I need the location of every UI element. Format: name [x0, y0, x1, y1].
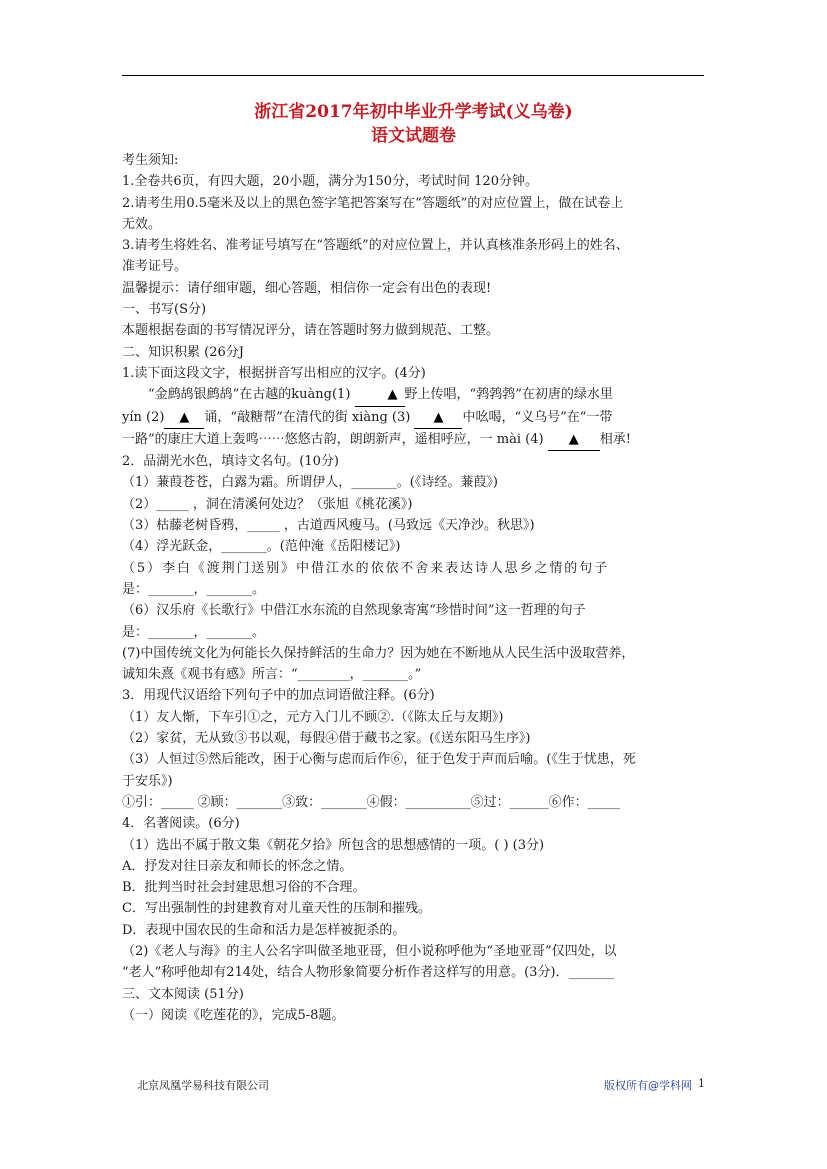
q3-item-3-cont: 于安乐》) [122, 773, 173, 789]
q1-text-a: “金鹧鸪银鹧鸪”在古越的kuàng(1) [148, 387, 351, 403]
notice-item-3-cont: 准考证号。 [122, 259, 188, 275]
notice-item-2: 2.请考生用0.5毫米及以上的黑色签字笔把答案写在“答题纸”的对应位置上，做在试卷上 [122, 195, 624, 211]
q1-text-g: 相承! [599, 431, 631, 447]
q4-item-1: （1）选出不属于散文集《朝花夕拾》所包含的思想感情的一项。( ) (3分) [122, 837, 545, 853]
tip-line: 温馨提示：请仔细审题，细心答题，相信你一定会有出色的表现! [122, 280, 492, 296]
answer-blank-4[interactable] [548, 429, 600, 451]
question-1-line-2 [122, 407, 706, 429]
q4-option-c: C．写出强制性的封建教育对儿童天性的压制和摧残。 [122, 901, 431, 917]
question-3-prompt: 3．用现代汉语给下列句子中的加点词语做注释。(6分) [122, 688, 435, 704]
q3-item-2: （2）家贫，无从致③书以观，每假④借于藏书之家。(《送东阳马生序》) [122, 731, 531, 747]
q4-option-b: B．批判当时社会封建思想习俗的不合理。 [122, 880, 366, 896]
q2-item-5: （5）李白《渡荆门送别》中借江水的依依不舍来表达诗人思乡之情的句子 [122, 560, 609, 576]
triangle-marker-icon: ▲ [387, 387, 398, 403]
q1-text-d: 诵，“敲糖帮”在清代的街 xiàng (3) [204, 409, 411, 425]
q4-item-2: （2)《老人与海》的主人公名字叫做圣地亚哥，但小说称呼他为“圣地亚哥”仅四处，以 [122, 943, 617, 959]
q2-item-7: (7)中国传统文化为何能长久保持鲜活的生命力？因为她在不断地从人民生活中汲取营养， [122, 645, 635, 661]
q1-text-f: 一路”的康庄大道上轰鸣⋯⋯悠悠古韵，朗朗新声，遥相呼应，一 mài (4) [122, 431, 544, 447]
q4-option-a: A．抒发对往日亲友和师长的怀念之情。 [122, 858, 353, 874]
notice-item-1: 1.全卷共6页，有四大题，20小题，满分为150分，考试时间 120分钟。 [122, 174, 538, 190]
question-2-prompt: 2．品湖光水色，填诗文名句。(10分) [122, 454, 339, 470]
answer-blank-1[interactable] [355, 384, 405, 406]
footer-copyright-link[interactable]: 版权所有@学科网 [604, 1079, 692, 1092]
exam-subtitle: 语文试题卷 [371, 126, 456, 146]
notice-item-3: 3.请考生将姓名、准考证号填写在“答题纸”的对应位置上，并认真核准条形码上的姓名、 [122, 238, 629, 254]
q4-option-d: D．表现中国农民的生命和活力是怎样被扼杀的。 [122, 922, 406, 938]
q2-item-4: （4）浮光跃金，_______。(范仲淹《岳阳楼记》) [122, 539, 401, 555]
answer-blank-3[interactable] [414, 407, 462, 429]
footer-company: 北京凤凰学易科技有限公司 [137, 1079, 269, 1092]
q3-item-3: （3）人恒过⑤然后能改，困于心衡与虑而后作⑥，征于色发于声而后喻。(《生于忧患，死 [122, 752, 636, 768]
header-rule [122, 75, 704, 76]
triangle-marker-icon: ▲ [433, 409, 444, 425]
triangle-marker-icon: ▲ [179, 409, 190, 425]
q2-item-1: （1）蒹葭苍苍，白露为霜。所谓伊人，_______。(《诗经。蒹葭》) [122, 475, 498, 491]
q3-item-1: （1）友人惭，下车引①之，元方入门儿不顾②.（《陈太丘与友期》) [122, 709, 504, 725]
q2-item-5-cont: 是：_______，_______。 [122, 581, 266, 597]
q3-answer-line: ①引：_____ ②顾：_______③致：_______④假：__________⑤过：______⑥作：_____ [122, 794, 621, 810]
question-1-line-3 [122, 429, 706, 451]
answer-blank-2[interactable] [164, 407, 204, 429]
question-1-prompt: 1.读下面这段文字，根据拼音写出相应的汉字。(4分) [122, 365, 426, 381]
notice-heading: 考生须知: [122, 153, 179, 168]
q4-item-2-cont: “老人”称呼他却有214处，结合人物形象简要分析作者这样写的用意。(3分)．_______ [122, 965, 615, 981]
q2-item-6: （6）汉乐府《长歌行》中借江水东流的自然现象寄寓“珍惜时间”这一哲理的句子 [122, 603, 586, 619]
triangle-marker-icon: ▲ [568, 431, 579, 447]
q2-item-6-cont: 是：_______，_______。 [122, 624, 266, 640]
question-4-prompt: 4．名著阅读。(6分) [122, 816, 240, 832]
reading-1-heading: （一）阅读《吃莲花的》，完成5-8题。 [122, 1007, 345, 1023]
exam-title: 浙江省2017年初中毕业升学考试(义乌卷) [254, 102, 573, 122]
section-3-heading: 三、文本阅读 (51分) [122, 986, 244, 1002]
question-1-line-1 [122, 384, 706, 406]
q2-item-2: （2）_____ ，洞在清溪何处边？（张旭《桃花溪》) [122, 496, 413, 512]
section-1-desc: 本题根据卷面的书写情况评分，请在答题时努力做到规范、工整。 [122, 323, 500, 339]
q2-item-3: （3）枯藤老树昏鸦，_____ ，古道西风瘦马。(马致远《天净沙。秋思》) [122, 518, 535, 534]
notice-item-2-cont: 无效。 [122, 216, 162, 232]
q1-text-e: 中吆喝，“义乌号”在“一带 [462, 409, 613, 425]
exam-body [122, 150, 706, 1026]
page-number: 1 [698, 1077, 705, 1090]
section-1-heading: 一、书写(S分) [122, 302, 207, 318]
q2-item-7-cont: 诚知朱熹《观书有感》所言：“________，_______。” [122, 667, 422, 683]
q1-text-c: yín (2) [122, 409, 165, 425]
section-2-heading: 二、知识积累 (26分J [122, 344, 244, 360]
q1-text-b: 野上传唱，“鹁鹁鹁”在初唐的绿水里 [404, 387, 613, 403]
